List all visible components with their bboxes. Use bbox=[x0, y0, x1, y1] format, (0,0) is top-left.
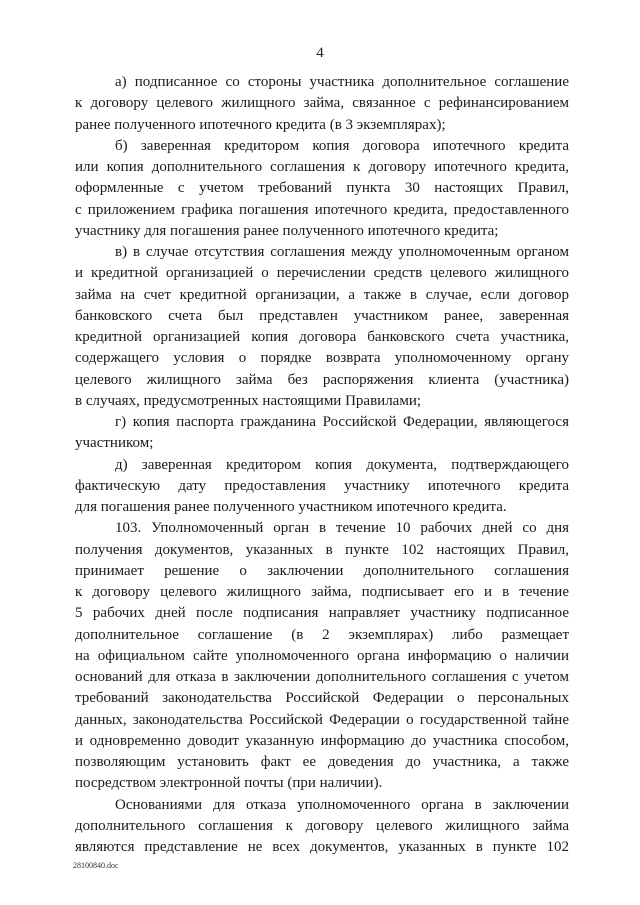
text-line: 5 рабочих дней после подписания направляет участнику подписанное bbox=[75, 605, 569, 622]
text-line: данных, законодательства Российской Федерации о государственной тайне bbox=[75, 711, 569, 728]
text-line: б) заверенная кредитором копия договора ипотечного кредита bbox=[115, 137, 569, 154]
text-line: посредством электронной почты (при наличии). bbox=[75, 775, 383, 792]
page-number: 4 bbox=[316, 45, 324, 61]
text-line: г) копия паспорта гражданина Российской Федерации, являющегося bbox=[115, 414, 569, 430]
text-line: с приложением графика погашения ипотечного кредита, предоставленного bbox=[75, 201, 569, 218]
text-line: кредитной организацией копия договора банковского счета участника, bbox=[75, 329, 569, 345]
text-line: Основаниями для отказа уполномоченного органа в заключении bbox=[115, 796, 569, 813]
paragraph bbox=[75, 242, 569, 412]
text-line: содержащего условия о порядке возврата уполномоченному органу bbox=[75, 350, 569, 367]
document-body bbox=[75, 72, 569, 858]
text-line: участнику для погашения ранее полученного ипотечного кредита; bbox=[75, 222, 499, 239]
text-line: оснований для отказа в заключении дополнительного соглашения с учетом bbox=[75, 669, 569, 685]
text-line: займа на счет кредитной организации, а также в случае, если договор bbox=[75, 286, 569, 303]
text-line: и одновременно доводит указанную информацию до участника способом, bbox=[75, 732, 569, 749]
text-line: д) заверенная кредитором копия документа, подтверждающего bbox=[115, 456, 569, 473]
text-line: на официальном сайте уполномоченного органа информацию о наличии bbox=[75, 647, 569, 664]
paragraph bbox=[75, 72, 569, 136]
paragraph bbox=[75, 136, 569, 242]
text-line: 103. Уполномоченный орган в течение 10 рабочих дней со дня bbox=[115, 520, 569, 537]
text-line: дополнительное соглашение (в 2 экземплярах) либо размещает bbox=[75, 626, 569, 643]
paragraph bbox=[75, 795, 569, 859]
text-line: ранее полученного ипотечного кредита (в 3 экземплярах); bbox=[75, 116, 446, 133]
text-line: в случаях, предусмотренных настоящими Правилами; bbox=[75, 392, 422, 409]
footer-file-code: 28100840.doc bbox=[73, 861, 119, 870]
paragraph bbox=[75, 412, 569, 455]
text-line: или копия дополнительного соглашения к договору ипотечного кредита, bbox=[75, 159, 569, 175]
text-line: для погашения ранее полученного участником ипотечного кредита. bbox=[75, 499, 507, 515]
text-line: в) в случае отсутствия соглашения между уполномоченным органом bbox=[115, 244, 569, 260]
text-line: и кредитной организацией о перечислении средств целевого жилищного bbox=[75, 265, 569, 282]
text-line: оформленные с учетом требований пункта 30 настоящих Правил, bbox=[75, 180, 569, 197]
text-line: фактическую дату предоставления участнику ипотечного кредита bbox=[75, 477, 569, 494]
text-line: к договору целевого жилищного займа, подписывает его и в течение bbox=[75, 584, 569, 600]
text-line: целевого жилищного займа без распоряжения клиента (участника) bbox=[75, 371, 569, 388]
text-line: дополнительного соглашения к договору целевого жилищного займа bbox=[75, 817, 569, 834]
text-line: а) подписанное со стороны участника дополнительное соглашение bbox=[115, 74, 569, 90]
text-line: получения документов, указанных в пункте 102 настоящих Правил, bbox=[75, 541, 569, 558]
text-line: банковского счета был представлен участником ранее, заверенная bbox=[75, 307, 569, 324]
text-line: позволяющим установить факт ее доведения до участника, а также bbox=[75, 754, 569, 770]
paragraph bbox=[75, 455, 569, 519]
text-line: участником; bbox=[75, 435, 154, 452]
text-line: требований законодательства Российской Федерации о персональных bbox=[75, 690, 569, 707]
paragraph bbox=[75, 518, 569, 794]
text-line: к договору целевого жилищного займа, связанное с рефинансированием bbox=[75, 95, 569, 112]
text-line: являются представление не всех документов, указанных в пункте 102 bbox=[75, 839, 569, 855]
text-line: принимает решение о заключении дополнительного соглашения bbox=[75, 562, 569, 579]
